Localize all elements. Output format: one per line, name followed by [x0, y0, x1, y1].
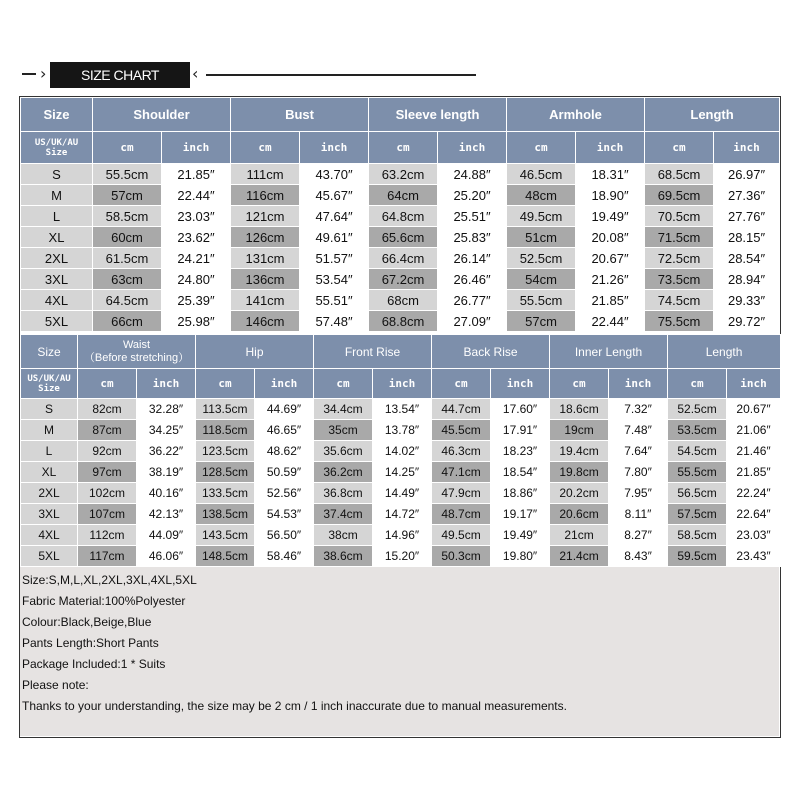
- cm-value-cell: 138.5cm: [196, 504, 255, 525]
- unit-cm-label: cm: [231, 132, 300, 164]
- cm-value-cell: 72.5cm: [645, 248, 714, 269]
- inch-value-cell: 8.11″: [609, 504, 668, 525]
- cm-value-cell: 52.5cm: [507, 248, 576, 269]
- unit-cm-label: cm: [645, 132, 714, 164]
- inch-value-cell: 45.67″: [300, 185, 369, 206]
- inch-value-cell: 18.23″: [491, 441, 550, 462]
- cm-value-cell: 87cm: [78, 420, 137, 441]
- armhole-header: Armhole: [507, 98, 645, 132]
- table-header-row: [21, 335, 781, 369]
- cm-value-cell: 73.5cm: [645, 269, 714, 290]
- note-line: Pants Length:Short Pants: [22, 636, 159, 650]
- inch-value-cell: 21.26″: [576, 269, 645, 290]
- inch-value-cell: 46.06″: [137, 546, 196, 567]
- cm-value-cell: 64.5cm: [93, 290, 162, 311]
- table-row: [21, 164, 780, 185]
- inch-value-cell: 8.43″: [609, 546, 668, 567]
- inch-value-cell: 57.48″: [300, 311, 369, 332]
- inch-value-cell: 42.13″: [137, 504, 196, 525]
- inch-value-cell: 53.54″: [300, 269, 369, 290]
- waist-header: [78, 335, 196, 369]
- inch-value-cell: 21.06″: [727, 420, 781, 441]
- inch-value-cell: 22.24″: [727, 483, 781, 504]
- size-cell: 5XL: [21, 546, 78, 567]
- unit-inch-label: inch: [373, 369, 432, 399]
- cm-value-cell: 58.5cm: [668, 525, 727, 546]
- cm-value-cell: 107cm: [78, 504, 137, 525]
- inch-value-cell: 7.95″: [609, 483, 668, 504]
- inch-value-cell: 51.57″: [300, 248, 369, 269]
- inch-value-cell: 13.54″: [373, 399, 432, 420]
- inch-value-cell: 19.80″: [491, 546, 550, 567]
- cm-value-cell: 63cm: [93, 269, 162, 290]
- cm-value-cell: 61.5cm: [93, 248, 162, 269]
- cm-value-cell: 75.5cm: [645, 311, 714, 332]
- unit-inch-label: inch: [255, 369, 314, 399]
- table-row: [21, 504, 781, 525]
- inch-value-cell: 17.60″: [491, 399, 550, 420]
- cm-value-cell: 36.8cm: [314, 483, 373, 504]
- cm-value-cell: 131cm: [231, 248, 300, 269]
- cm-value-cell: 54cm: [507, 269, 576, 290]
- cm-value-cell: 136cm: [231, 269, 300, 290]
- cm-value-cell: 67.2cm: [369, 269, 438, 290]
- inch-value-cell: 20.67″: [727, 399, 781, 420]
- cm-value-cell: 66cm: [93, 311, 162, 332]
- cm-value-cell: 123.5cm: [196, 441, 255, 462]
- cm-value-cell: 116cm: [231, 185, 300, 206]
- cm-value-cell: 54.5cm: [668, 441, 727, 462]
- inch-value-cell: 23.43″: [727, 546, 781, 567]
- cm-value-cell: 50.3cm: [432, 546, 491, 567]
- size-cell: M: [21, 185, 93, 206]
- size-header: Size: [21, 98, 93, 132]
- cm-value-cell: 47.1cm: [432, 462, 491, 483]
- inch-value-cell: 43.70″: [300, 164, 369, 185]
- cm-value-cell: 55.5cm: [93, 164, 162, 185]
- table-row: [21, 525, 781, 546]
- size-header: Size: [21, 335, 78, 369]
- unit-cm-label: cm: [314, 369, 373, 399]
- unit-inch-label: inch: [137, 369, 196, 399]
- table-row: [21, 227, 780, 248]
- unit-inch-label: inch: [491, 369, 550, 399]
- cm-value-cell: 53.5cm: [668, 420, 727, 441]
- size-cell: S: [21, 164, 93, 185]
- cm-value-cell: 92cm: [78, 441, 137, 462]
- unit-cm-label: cm: [369, 132, 438, 164]
- cm-value-cell: 118.5cm: [196, 420, 255, 441]
- inch-value-cell: 28.54″: [714, 248, 780, 269]
- cm-value-cell: 37.4cm: [314, 504, 373, 525]
- cm-value-cell: 20.6cm: [550, 504, 609, 525]
- size-cell: 2XL: [21, 483, 78, 504]
- size-cell: XL: [21, 462, 78, 483]
- inch-value-cell: 7.32″: [609, 399, 668, 420]
- cm-value-cell: 45.5cm: [432, 420, 491, 441]
- inch-value-cell: 14.49″: [373, 483, 432, 504]
- inch-value-cell: 55.51″: [300, 290, 369, 311]
- inch-value-cell: 40.16″: [137, 483, 196, 504]
- unit-row: [21, 132, 780, 164]
- size-chart-banner: [20, 60, 480, 90]
- inch-value-cell: 25.98″: [162, 311, 231, 332]
- banner-rule: [206, 74, 476, 76]
- waist-sub-label: （Before stretching）: [83, 351, 190, 364]
- shoulder-header: Shoulder: [93, 98, 231, 132]
- inch-value-cell: 20.08″: [576, 227, 645, 248]
- inch-value-cell: 25.51″: [438, 206, 507, 227]
- size-cell: M: [21, 420, 78, 441]
- cm-value-cell: 56.5cm: [668, 483, 727, 504]
- cm-value-cell: 70.5cm: [645, 206, 714, 227]
- size-cell: 4XL: [21, 525, 78, 546]
- table-row: [21, 399, 781, 420]
- inch-value-cell: 28.94″: [714, 269, 780, 290]
- chevron-right-icon: ›: [40, 64, 47, 83]
- cm-value-cell: 113.5cm: [196, 399, 255, 420]
- cm-value-cell: 49.5cm: [432, 525, 491, 546]
- cm-value-cell: 19cm: [550, 420, 609, 441]
- region-size-label: US/UK/AU Size: [21, 369, 78, 399]
- table-row: [21, 290, 780, 311]
- region-size-label: US/UK/AU Size: [21, 132, 93, 164]
- note-line: Size:S,M,L,XL,2XL,3XL,4XL,5XL: [22, 573, 197, 587]
- top-size-table: [20, 97, 780, 332]
- inch-value-cell: 26.46″: [438, 269, 507, 290]
- inch-value-cell: 46.65″: [255, 420, 314, 441]
- cm-value-cell: 35cm: [314, 420, 373, 441]
- cm-value-cell: 102cm: [78, 483, 137, 504]
- inch-value-cell: 52.56″: [255, 483, 314, 504]
- inch-value-cell: 49.61″: [300, 227, 369, 248]
- inch-value-cell: 32.28″: [137, 399, 196, 420]
- inch-value-cell: 23.03″: [162, 206, 231, 227]
- cm-value-cell: 68cm: [369, 290, 438, 311]
- cm-value-cell: 21.4cm: [550, 546, 609, 567]
- inch-value-cell: 17.91″: [491, 420, 550, 441]
- size-chart-frame: [19, 96, 781, 738]
- cm-value-cell: 55.5cm: [668, 462, 727, 483]
- cm-value-cell: 46.5cm: [507, 164, 576, 185]
- chevron-left-icon: ‹: [192, 64, 199, 83]
- cm-value-cell: 117cm: [78, 546, 137, 567]
- inch-value-cell: 26.97″: [714, 164, 780, 185]
- table-row: [21, 420, 781, 441]
- inch-value-cell: 28.15″: [714, 227, 780, 248]
- cm-value-cell: 63.2cm: [369, 164, 438, 185]
- inch-value-cell: 48.62″: [255, 441, 314, 462]
- inch-value-cell: 21.46″: [727, 441, 781, 462]
- table-row: [21, 185, 780, 206]
- inch-value-cell: 24.80″: [162, 269, 231, 290]
- cm-value-cell: 69.5cm: [645, 185, 714, 206]
- cm-value-cell: 97cm: [78, 462, 137, 483]
- cm-value-cell: 20.2cm: [550, 483, 609, 504]
- cm-value-cell: 128.5cm: [196, 462, 255, 483]
- inch-value-cell: 34.25″: [137, 420, 196, 441]
- sleeve-length-header: Sleeve length: [369, 98, 507, 132]
- cm-value-cell: 64cm: [369, 185, 438, 206]
- cm-value-cell: 38cm: [314, 525, 373, 546]
- cm-value-cell: 57cm: [507, 311, 576, 332]
- size-cell: 3XL: [21, 504, 78, 525]
- cm-value-cell: 121cm: [231, 206, 300, 227]
- cm-value-cell: 57.5cm: [668, 504, 727, 525]
- bottom-size-table: [20, 334, 781, 567]
- inch-value-cell: 26.77″: [438, 290, 507, 311]
- note-line: Thanks to your understanding, the size may be 2 cm / 1 inch inaccurate due to manual measurements.: [22, 699, 567, 713]
- note-line: Please note:: [22, 678, 89, 692]
- cm-value-cell: 82cm: [78, 399, 137, 420]
- inch-value-cell: 14.72″: [373, 504, 432, 525]
- cm-value-cell: 36.2cm: [314, 462, 373, 483]
- table-header-row: [21, 98, 780, 132]
- cm-value-cell: 35.6cm: [314, 441, 373, 462]
- cm-value-cell: 21cm: [550, 525, 609, 546]
- cm-value-cell: 60cm: [93, 227, 162, 248]
- inch-value-cell: 21.85″: [727, 462, 781, 483]
- inch-value-cell: 8.27″: [609, 525, 668, 546]
- inch-value-cell: 23.03″: [727, 525, 781, 546]
- unit-inch-label: inch: [576, 132, 645, 164]
- inch-value-cell: 19.17″: [491, 504, 550, 525]
- size-cell: 2XL: [21, 248, 93, 269]
- inch-value-cell: 21.85″: [162, 164, 231, 185]
- inch-value-cell: 24.21″: [162, 248, 231, 269]
- table-row: [21, 441, 781, 462]
- cm-value-cell: 74.5cm: [645, 290, 714, 311]
- cm-value-cell: 148.5cm: [196, 546, 255, 567]
- inch-value-cell: 18.31″: [576, 164, 645, 185]
- unit-inch-label: inch: [300, 132, 369, 164]
- unit-cm-label: cm: [93, 132, 162, 164]
- cm-value-cell: 112cm: [78, 525, 137, 546]
- cm-value-cell: 38.6cm: [314, 546, 373, 567]
- inch-value-cell: 56.50″: [255, 525, 314, 546]
- unit-inch-label: inch: [727, 369, 781, 399]
- unit-inch-label: inch: [609, 369, 668, 399]
- inch-value-cell: 27.09″: [438, 311, 507, 332]
- inch-value-cell: 18.86″: [491, 483, 550, 504]
- cm-value-cell: 19.4cm: [550, 441, 609, 462]
- inner-length-header: Inner Length: [550, 335, 668, 369]
- inch-value-cell: 58.46″: [255, 546, 314, 567]
- inch-value-cell: 36.22″: [137, 441, 196, 462]
- cm-value-cell: 66.4cm: [369, 248, 438, 269]
- unit-inch-label: inch: [162, 132, 231, 164]
- front-rise-header: Front Rise: [314, 335, 432, 369]
- table-row: [21, 311, 780, 332]
- cm-value-cell: 18.6cm: [550, 399, 609, 420]
- cm-value-cell: 65.6cm: [369, 227, 438, 248]
- table-row: [21, 206, 780, 227]
- waist-label: Waist: [122, 338, 151, 351]
- inch-value-cell: 47.64″: [300, 206, 369, 227]
- cm-value-cell: 64.8cm: [369, 206, 438, 227]
- size-cell: 4XL: [21, 290, 93, 311]
- inch-value-cell: 24.88″: [438, 164, 507, 185]
- inch-value-cell: 21.85″: [576, 290, 645, 311]
- cm-value-cell: 58.5cm: [93, 206, 162, 227]
- table-row: [21, 483, 781, 504]
- cm-value-cell: 49.5cm: [507, 206, 576, 227]
- cm-value-cell: 126cm: [231, 227, 300, 248]
- cm-value-cell: 133.5cm: [196, 483, 255, 504]
- cm-value-cell: 48cm: [507, 185, 576, 206]
- cm-value-cell: 71.5cm: [645, 227, 714, 248]
- size-cell: L: [21, 441, 78, 462]
- bust-header: Bust: [231, 98, 369, 132]
- table-row: [21, 248, 780, 269]
- inch-value-cell: 14.25″: [373, 462, 432, 483]
- size-cell: 5XL: [21, 311, 93, 332]
- cm-value-cell: 51cm: [507, 227, 576, 248]
- cm-value-cell: 34.4cm: [314, 399, 373, 420]
- cm-value-cell: 46.3cm: [432, 441, 491, 462]
- inch-value-cell: 54.53″: [255, 504, 314, 525]
- inch-value-cell: 44.69″: [255, 399, 314, 420]
- cm-value-cell: 68.5cm: [645, 164, 714, 185]
- hip-header: Hip: [196, 335, 314, 369]
- unit-cm-label: cm: [78, 369, 137, 399]
- unit-cm-label: cm: [507, 132, 576, 164]
- cm-value-cell: 146cm: [231, 311, 300, 332]
- inch-value-cell: 19.49″: [491, 525, 550, 546]
- inch-value-cell: 50.59″: [255, 462, 314, 483]
- table-row: [21, 462, 781, 483]
- inch-value-cell: 19.49″: [576, 206, 645, 227]
- length-header: Length: [645, 98, 780, 132]
- inch-value-cell: 22.44″: [162, 185, 231, 206]
- cm-value-cell: 19.8cm: [550, 462, 609, 483]
- table-row: [21, 546, 781, 567]
- inch-value-cell: 14.02″: [373, 441, 432, 462]
- inch-value-cell: 29.33″: [714, 290, 780, 311]
- inch-value-cell: 27.36″: [714, 185, 780, 206]
- inch-value-cell: 22.64″: [727, 504, 781, 525]
- inch-value-cell: 25.20″: [438, 185, 507, 206]
- cm-value-cell: 52.5cm: [668, 399, 727, 420]
- inch-value-cell: 14.96″: [373, 525, 432, 546]
- inch-value-cell: 22.44″: [576, 311, 645, 332]
- cm-value-cell: 47.9cm: [432, 483, 491, 504]
- note-line: Fabric Material:100%Polyester: [22, 594, 186, 608]
- cm-value-cell: 143.5cm: [196, 525, 255, 546]
- inch-value-cell: 44.09″: [137, 525, 196, 546]
- size-cell: S: [21, 399, 78, 420]
- inch-value-cell: 18.90″: [576, 185, 645, 206]
- inch-value-cell: 7.80″: [609, 462, 668, 483]
- note-line: Package Included:1 * Suits: [22, 657, 166, 671]
- unit-cm-label: cm: [668, 369, 727, 399]
- unit-cm-label: cm: [196, 369, 255, 399]
- cm-value-cell: 48.7cm: [432, 504, 491, 525]
- note-line: Colour:Black,Beige,Blue: [22, 615, 152, 629]
- inch-value-cell: 18.54″: [491, 462, 550, 483]
- unit-row: [21, 369, 781, 399]
- cm-value-cell: 68.8cm: [369, 311, 438, 332]
- inch-value-cell: 20.67″: [576, 248, 645, 269]
- table-row: [21, 269, 780, 290]
- back-rise-header: Back Rise: [432, 335, 550, 369]
- cm-value-cell: 59.5cm: [668, 546, 727, 567]
- unit-inch-label: inch: [714, 132, 780, 164]
- banner-dash: [22, 73, 36, 75]
- inch-value-cell: 15.20″: [373, 546, 432, 567]
- inch-value-cell: 27.76″: [714, 206, 780, 227]
- inch-value-cell: 25.83″: [438, 227, 507, 248]
- cm-value-cell: 55.5cm: [507, 290, 576, 311]
- cm-value-cell: 111cm: [231, 164, 300, 185]
- cm-value-cell: 44.7cm: [432, 399, 491, 420]
- size-cell: 3XL: [21, 269, 93, 290]
- size-cell: L: [21, 206, 93, 227]
- inch-value-cell: 25.39″: [162, 290, 231, 311]
- inch-value-cell: 26.14″: [438, 248, 507, 269]
- unit-cm-label: cm: [432, 369, 491, 399]
- inch-value-cell: 38.19″: [137, 462, 196, 483]
- inch-value-cell: 23.62″: [162, 227, 231, 248]
- inch-value-cell: 29.72″: [714, 311, 780, 332]
- cm-value-cell: 141cm: [231, 290, 300, 311]
- inch-value-cell: 7.48″: [609, 420, 668, 441]
- inch-value-cell: 7.64″: [609, 441, 668, 462]
- length-header: Length: [668, 335, 781, 369]
- cm-value-cell: 57cm: [93, 185, 162, 206]
- unit-cm-label: cm: [550, 369, 609, 399]
- banner-title: SIZE CHART: [50, 62, 190, 88]
- inch-value-cell: 13.78″: [373, 420, 432, 441]
- product-notes: [20, 567, 779, 736]
- unit-inch-label: inch: [438, 132, 507, 164]
- size-cell: XL: [21, 227, 93, 248]
